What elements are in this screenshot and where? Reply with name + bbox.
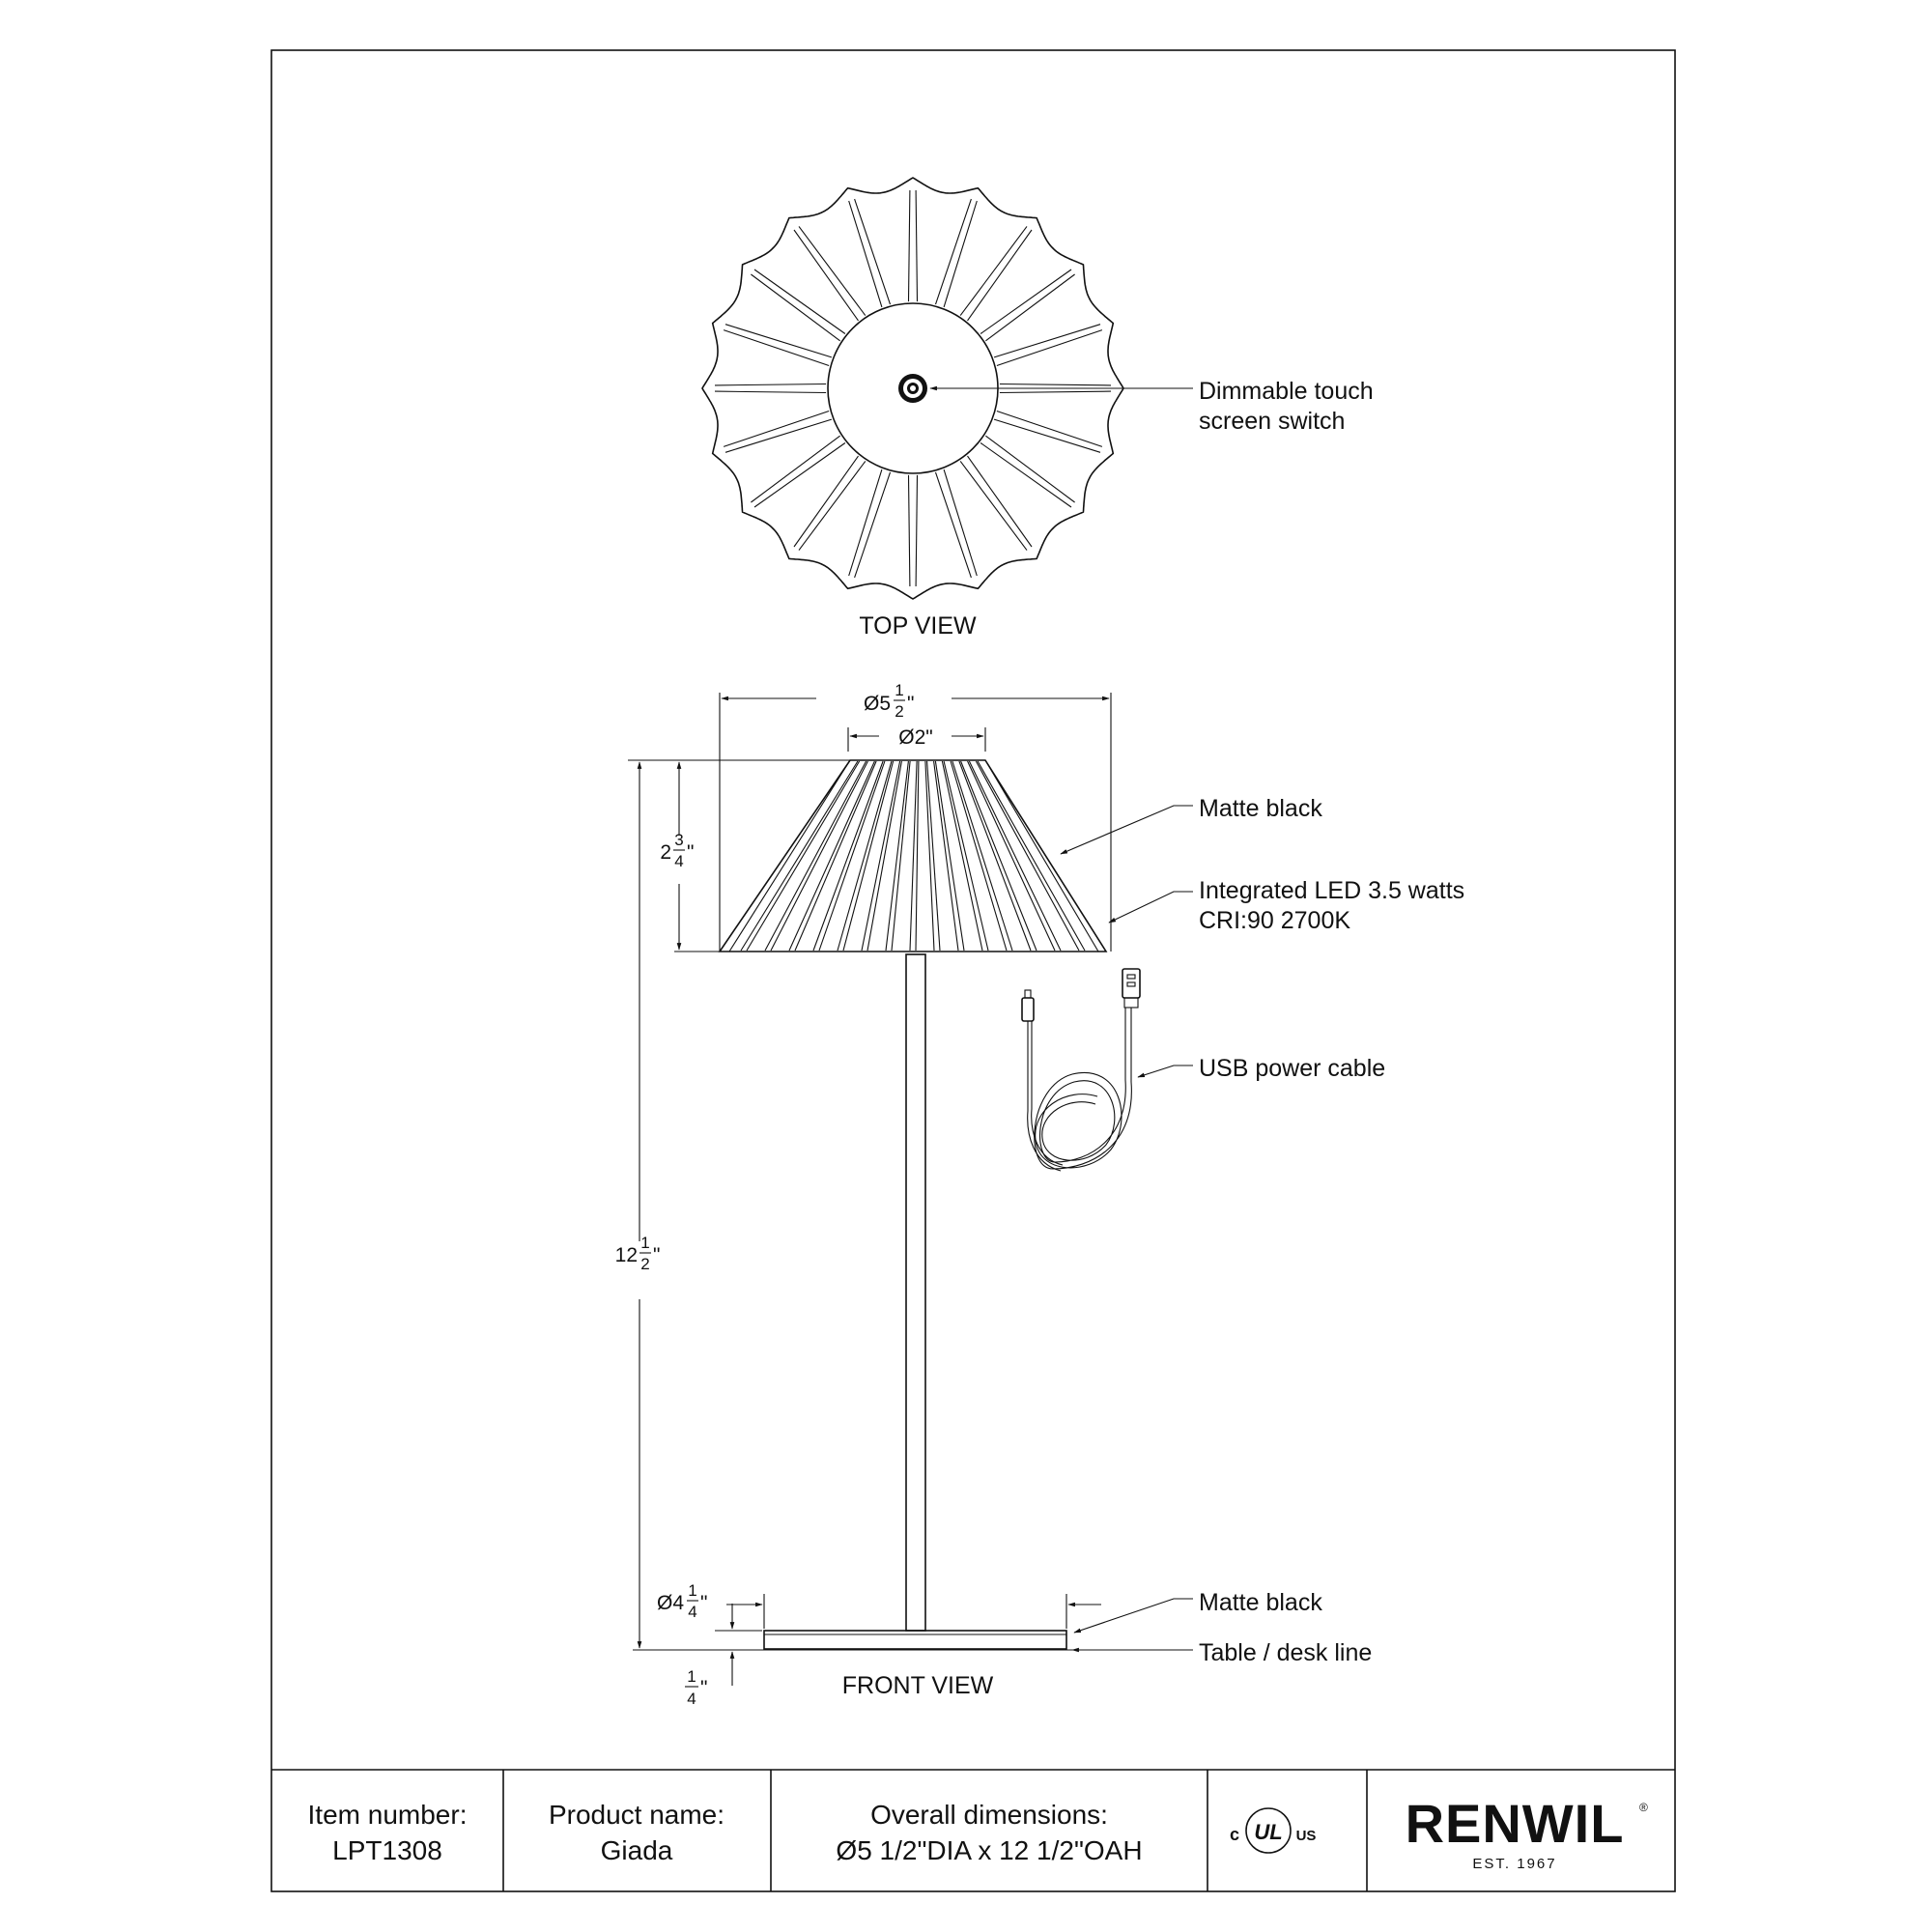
product-name-value: Giada bbox=[600, 1835, 673, 1865]
pleat-line bbox=[849, 469, 882, 576]
pleat-line bbox=[1000, 391, 1111, 392]
svg-text:4: 4 bbox=[687, 1690, 696, 1708]
pleat-line bbox=[969, 761, 1061, 951]
pleat-line bbox=[997, 330, 1102, 366]
pleat-line bbox=[936, 472, 972, 578]
pleat-line bbox=[959, 761, 1031, 951]
sheet-border bbox=[271, 50, 1675, 1891]
base-finish-leader bbox=[1074, 1599, 1193, 1633]
pleat-line bbox=[794, 456, 859, 547]
pleat-line bbox=[927, 761, 940, 951]
product-name-label: Product name: bbox=[548, 1800, 725, 1830]
overall-dimensions-label: Overall dimensions: bbox=[870, 1800, 1108, 1830]
usb-leader bbox=[1138, 1065, 1193, 1077]
svg-text:12: 12 bbox=[614, 1244, 638, 1266]
svg-text:US: US bbox=[1295, 1828, 1317, 1844]
usb-c-plug-icon bbox=[1022, 998, 1034, 1021]
pleat-line bbox=[936, 199, 972, 304]
lamp-base bbox=[764, 1631, 1066, 1649]
svg-text:2: 2 bbox=[895, 702, 904, 721]
dim-top-diameter: Ø2" bbox=[898, 726, 933, 749]
table-line-callout: Table / desk line bbox=[1199, 1639, 1373, 1666]
svg-text:1: 1 bbox=[688, 1581, 697, 1600]
svg-text:Ø4: Ø4 bbox=[656, 1592, 684, 1614]
svg-text:4: 4 bbox=[674, 852, 684, 870]
brand-established: EST. 1967 bbox=[1472, 1856, 1557, 1872]
pleat-line bbox=[715, 391, 826, 392]
pleat-line bbox=[944, 469, 977, 576]
svg-text:3: 3 bbox=[674, 831, 684, 849]
pleat-line bbox=[935, 761, 964, 951]
pleat-line bbox=[916, 190, 917, 301]
dim-shade-height bbox=[660, 831, 694, 870]
item-number-value: LPT1308 bbox=[332, 1835, 442, 1865]
brand-registered-mark: ® bbox=[1639, 1801, 1648, 1814]
pleat-line bbox=[724, 412, 829, 447]
dim-overall-height bbox=[615, 1234, 661, 1273]
pleat-line bbox=[1000, 384, 1111, 385]
usb-a-plug-icon bbox=[1122, 969, 1140, 998]
pleat-line bbox=[925, 761, 934, 951]
pleat-line bbox=[997, 412, 1102, 447]
svg-text:Ø5: Ø5 bbox=[863, 693, 891, 715]
pleat-line bbox=[855, 199, 891, 304]
pleat-line bbox=[754, 443, 845, 508]
front-view-label: FRONT VIEW bbox=[841, 1672, 994, 1699]
ul-listed-mark-icon bbox=[1230, 1808, 1316, 1853]
brand-logo: RENWIL bbox=[1405, 1793, 1625, 1854]
pleat-line bbox=[754, 270, 845, 334]
pleat-line bbox=[725, 325, 832, 357]
pleat-line bbox=[747, 761, 860, 951]
pleat-line bbox=[855, 472, 891, 578]
pleat-line bbox=[968, 456, 1033, 547]
usb-callout: USB power cable bbox=[1199, 1055, 1386, 1082]
pleat-line bbox=[978, 761, 1085, 951]
lamp-stem bbox=[906, 954, 925, 1631]
item-number-label: Item number: bbox=[307, 1800, 468, 1830]
pleat-line bbox=[909, 190, 910, 301]
svg-text:": " bbox=[687, 841, 695, 864]
top-view-drawing bbox=[702, 178, 1193, 599]
svg-text:2: 2 bbox=[640, 1255, 650, 1273]
pleat-line bbox=[960, 461, 1027, 550]
pleat-line bbox=[849, 201, 882, 307]
pleat-line bbox=[799, 461, 866, 550]
overall-dimensions-value: Ø5 1/2"DIA x 12 1/2"OAH bbox=[836, 1835, 1143, 1865]
touch-switch-callout-line2: screen switch bbox=[1199, 408, 1346, 435]
pleat-line bbox=[886, 761, 908, 951]
svg-text:1: 1 bbox=[640, 1234, 650, 1252]
pleat-line bbox=[715, 384, 826, 385]
led-callout: Integrated LED 3.5 watts bbox=[1199, 877, 1465, 904]
top-view-label: TOP VIEW bbox=[859, 612, 977, 639]
led-leader bbox=[1109, 892, 1193, 923]
pleat-line bbox=[980, 443, 1071, 508]
pleat-line bbox=[968, 230, 1033, 321]
pleat-line bbox=[960, 226, 1027, 315]
dim-base-thickness bbox=[685, 1667, 707, 1708]
pleat-line bbox=[994, 325, 1100, 357]
shade-pleat-lines bbox=[741, 761, 1085, 951]
pleat-line bbox=[909, 475, 910, 586]
pleat-line bbox=[944, 201, 977, 307]
front-view-drawing bbox=[628, 693, 1193, 1686]
pleat-line bbox=[985, 436, 1074, 502]
svg-text:": " bbox=[907, 693, 915, 715]
pleat-line bbox=[916, 475, 917, 586]
touch-switch-callout: Dimmable touch bbox=[1199, 378, 1374, 405]
dim-base-diameter bbox=[657, 1581, 707, 1621]
pleat-line bbox=[819, 761, 885, 951]
pleat-line bbox=[994, 419, 1100, 452]
pleat-line bbox=[980, 270, 1071, 334]
led-callout-line2: CRI:90 2700K bbox=[1199, 907, 1351, 934]
svg-text:2: 2 bbox=[660, 841, 671, 864]
pleat-line bbox=[751, 436, 839, 502]
shade-finish-leader bbox=[1061, 806, 1193, 854]
svg-text:1: 1 bbox=[687, 1667, 696, 1686]
pleat-line bbox=[751, 274, 839, 341]
svg-text:4: 4 bbox=[688, 1603, 697, 1621]
shade-finish-callout: Matte black bbox=[1199, 795, 1322, 822]
pleat-line bbox=[985, 274, 1074, 341]
pleat-line bbox=[976, 761, 1079, 951]
svg-text:1: 1 bbox=[895, 681, 904, 699]
pleat-line bbox=[724, 330, 829, 366]
dim-shade-diameter bbox=[864, 681, 914, 721]
svg-text:": " bbox=[700, 1677, 708, 1699]
pleat-line bbox=[944, 761, 988, 951]
base-finish-callout: Matte black bbox=[1199, 1589, 1322, 1616]
usb-power-cable bbox=[1022, 969, 1140, 1171]
pleat-line bbox=[934, 761, 958, 951]
pleat-line bbox=[741, 761, 858, 951]
pleat-line bbox=[799, 226, 866, 315]
svg-text:": " bbox=[653, 1244, 661, 1266]
svg-text:UL: UL bbox=[1254, 1820, 1283, 1844]
pleat-line bbox=[725, 419, 832, 452]
pleat-line bbox=[942, 761, 982, 951]
svg-text:c: c bbox=[1229, 1825, 1240, 1844]
svg-text:": " bbox=[700, 1592, 708, 1614]
pleat-line bbox=[794, 230, 859, 321]
